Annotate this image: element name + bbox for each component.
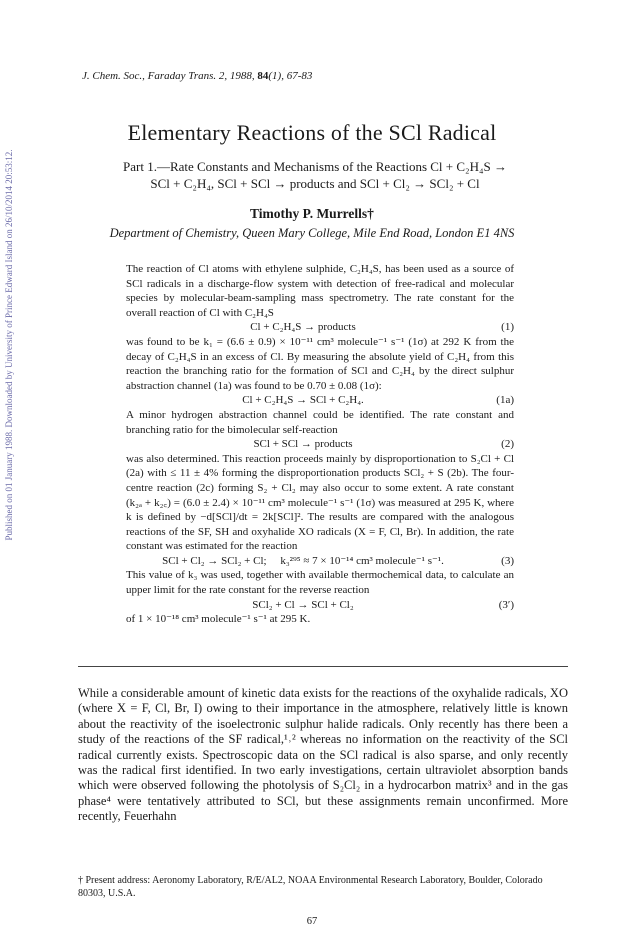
equation-number: (3) (501, 554, 514, 567)
journal-volume: 84 (257, 70, 269, 82)
equation-3 (126, 554, 514, 569)
equation-number: (2) (501, 438, 514, 451)
equation-1 (126, 320, 514, 335)
equation-2 (126, 437, 514, 452)
introduction-paragraph: While a considerable amount of kinetic data exists for the reactions of the oxyhalide radicals, XO (where X = F, Cl, Br, I) owing to their importance in the atmosphere, relatively little is known about the reactivity of the isoelectronic sulphur halide radicals. Only recently has there been a study of the reactions of the SF radical,¹˒² whereas no information on the reactivity of the SCl radical currently exists. Spectroscopic data on the SCl radical is also sparse, and only recently was the radical first identified. In two early investigations, certain ultraviolet absorption bands which were observed following the photolysis of S₂Cl₂ in a hydrocarbon matrix³ and in the gas phase⁴ were tentatively attributed to SCl, but these assignments remain unconfirmed. More recently, Feuerhahn (78, 686, 568, 824)
author-footnote: † Present address: Aeronomy Laboratory, R/E/AL2, NOAA Environmental Research Laboratory, Boulder, Colorado 80303, U.S.A. (78, 875, 543, 899)
author-affiliation: Department of Chemistry, Queen Mary College, Mile End Road, London E1 4NS (109, 226, 515, 240)
page-number: 67 (306, 916, 318, 927)
abstract-paragraph: The reaction of Cl atoms with ethylene sulphide, C₂H₄S, has been used as a source of SCl radicals in a discharge-flow system with detection of free-radical and molecular species by molecular-beam-sampling mass spectrometry. The rate constant for the overall reaction of Cl with C₂H₄S (126, 263, 514, 319)
journal-year: 1988, (229, 70, 255, 82)
abstract-paragraph: This value of k₃ was used, together with available thermochemical data, to calculate an upper limit for the rate constant for the reverse reaction (126, 569, 514, 597)
abstract-paragraph: A minor hydrogen abstraction channel could be identified. The rate constant and branching ratio for the bimolecular self-reaction (126, 408, 514, 436)
subtitle-line-2: SCl + C₂H₄, SCl + SCl → products and SCl + Cl₂ → SCl₂ + Cl (150, 176, 480, 191)
equation-3-reverse (126, 598, 514, 613)
journal-name: J. Chem. Soc., Faraday Trans. 2, (82, 70, 228, 82)
equation-body: SCl₂ + Cl → SCl + Cl₂ (252, 598, 354, 611)
journal-issue-pages: (1), 67-83 (268, 70, 313, 82)
journal-citation (82, 70, 312, 82)
paper-subtitle (80, 158, 550, 192)
equation-1a (126, 393, 514, 408)
subtitle-line-1: Part 1.—Rate Constants and Mechanisms of the Reactions Cl + C₂H₄S → (123, 159, 507, 174)
equation-body: Cl + C₂H₄S → products (250, 321, 356, 334)
abstract-paragraph: was also determined. This reaction proceeds mainly by disproportionation to S₂Cl + Cl (2a) with ≤ 11 ± 4% forming the disproportionation products SCl₂ + S (2b). The four-centre reaction (2c) forming S₂ + Cl₂ may also occur to some extent. A rate constant (k₂ₐ + k₂꜀) = (6.0 ± 2.4) × 10⁻¹¹ cm³ molecule⁻¹ s⁻¹ (1σ) was measured at 295 K, where k is defined by −d[SCl]/dt = 2k[SCl]². The results are compared with the analogous reactions of the SF, SH and oxyhalide XO radicals (X = F, Cl, Br). In addition, the rate constant was estimated for the reaction (126, 452, 514, 553)
abstract-divider (78, 666, 568, 667)
author-name: Timothy P. Murrells† (250, 206, 374, 221)
equation-body: SCl + SCl → products (253, 438, 353, 451)
equation-number: (1a) (496, 394, 514, 407)
equation-number: (1) (501, 321, 514, 334)
equation-number: (3′) (498, 598, 514, 611)
paper-title: Elementary Reactions of the SCl Radical (127, 120, 497, 145)
equation-body: SCl + Cl₂ → SCl₂ + Cl; k₃²⁹⁵ ≈ 7 × 10⁻¹⁴ cm³ molecule⁻¹ s⁻¹. (162, 554, 444, 567)
abstract-paragraph: of 1 × 10⁻¹⁸ cm³ molecule⁻¹ s⁻¹ at 295 K. (126, 613, 311, 626)
abstract (126, 262, 514, 627)
download-watermark (2, 110, 16, 580)
abstract-paragraph: was found to be k₁ = (6.6 ± 0.9) × 10⁻¹¹ cm³ molecule⁻¹ s⁻¹ (1σ) at 292 K from the decay of C₂H₄S in an excess of Cl. By measuring the absolute yield of C₂H₄ from this reaction the branching ratio for the formation of SCl and C₂H₄ by the direct sulphur abstraction channel (1a) was found to be 0.70 ± 0.08 (1σ): (126, 335, 514, 392)
download-watermark-text: Published on 01 January 1988. Downloaded by University of Prince Edward Island on 26/10/2014 20:53:12. (4, 149, 14, 541)
equation-body: Cl + C₂H₄S → SCl + C₂H₄. (242, 394, 364, 407)
